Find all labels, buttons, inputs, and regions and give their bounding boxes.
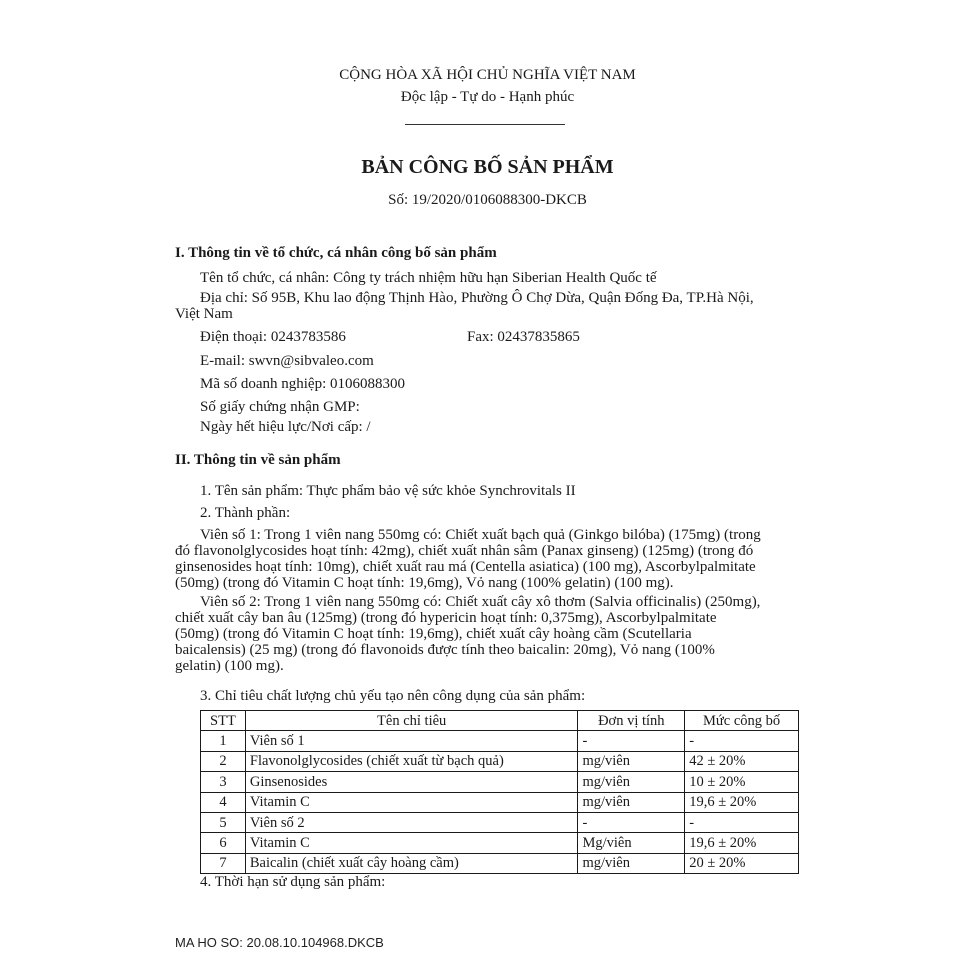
row-number: 3 xyxy=(201,772,246,792)
org-name: Tên tổ chức, cá nhân: Công ty trách nhiệm hữu hạn Siberian Health Quốc tế xyxy=(200,270,657,286)
table-row xyxy=(201,751,799,771)
tablet1-line: ginsenosides hoạt tính: 10mg), chiết xuất rau má (Centella asiatica) (100 mg), Ascorbylpalmitate xyxy=(175,559,756,575)
column-header: Tên chỉ tiêu xyxy=(245,711,578,731)
tablet1-line: (50mg) (trong đó Vitamin C hoạt tính: 19,6mg), Vỏ nang (100% gelatin) (100 mg). xyxy=(175,575,674,591)
business-code: Mã số doanh nghiệp: 0106088300 xyxy=(200,376,405,392)
table-row xyxy=(201,772,799,792)
address-line2: Việt Nam xyxy=(175,306,233,322)
table-row xyxy=(201,792,799,812)
document-title: BẢN CÔNG BỐ SẢN PHẨM xyxy=(361,156,614,178)
quality-table xyxy=(200,710,799,874)
column-header: STT xyxy=(201,711,246,731)
unit: Mg/viên xyxy=(578,833,685,853)
unit: mg/viên xyxy=(578,853,685,873)
column-header: Mức công bố xyxy=(685,711,799,731)
table-row xyxy=(201,812,799,832)
row-number: 2 xyxy=(201,751,246,771)
declared-level: - xyxy=(685,731,799,751)
unit: mg/viên xyxy=(578,751,685,771)
declared-level: 10 ± 20% xyxy=(685,772,799,792)
product-name: 1. Tên sản phẩm: Thực phẩm bảo vệ sức khỏe Synchrovitals II xyxy=(200,483,576,499)
expiry-issuer: Ngày hết hiệu lực/Nơi cấp: / xyxy=(200,419,371,435)
criterion-name: Baicalin (chiết xuất cây hoàng cầm) xyxy=(245,853,578,873)
criterion-name: Vitamin C xyxy=(245,792,578,812)
gmp-certificate: Số giấy chứng nhận GMP: xyxy=(200,399,360,415)
header-divider xyxy=(405,124,565,125)
tablet1-line: Viên số 1: Trong 1 viên nang 550mg có: Chiết xuất bạch quả (Ginkgo bilóba) (175mg) (trong xyxy=(200,527,761,543)
row-number: 6 xyxy=(201,833,246,853)
tablet2-line: (50mg) (trong đó Vitamin C hoạt tính: 19,6mg), chiết xuất cây hoàng cầm (Scutellaria xyxy=(175,626,692,642)
criterion-name: Viên số 2 xyxy=(245,812,578,832)
declared-level: 19,6 ± 20% xyxy=(685,833,799,853)
unit: mg/viên xyxy=(578,772,685,792)
row-number: 5 xyxy=(201,812,246,832)
shelf-life-label: 4. Thời hạn sử dụng sản phẩm: xyxy=(200,874,386,890)
tablet1-line: đó flavonolglycosides hoạt tính: 42mg), chiết xuất nhân sâm (Panax ginseng) (125mg) (trong đó xyxy=(175,543,754,559)
motto: Độc lập - Tự do - Hạnh phúc xyxy=(400,89,575,105)
unit: - xyxy=(578,731,685,751)
column-header: Đơn vị tính xyxy=(578,711,685,731)
declared-level: 19,6 ± 20% xyxy=(685,792,799,812)
declared-level: - xyxy=(685,812,799,832)
registration-code: MA HO SO: 20.08.10.104968.DKCB xyxy=(175,935,384,950)
phone: Điện thoại: 0243783586 xyxy=(200,329,346,345)
declared-level: 20 ± 20% xyxy=(685,853,799,873)
criterion-name: Flavonolglycosides (chiết xuất từ bạch quả) xyxy=(245,751,578,771)
table-row xyxy=(201,833,799,853)
tablet2-line: Viên số 2: Trong 1 viên nang 550mg có: Chiết xuất cây xô thơm (Salvia officinalis) (250mg), xyxy=(200,594,761,610)
country-heading: CỘNG HÒA XÃ HỘI CHỦ NGHĨA VIỆT NAM xyxy=(339,67,636,83)
tablet2-line: baicalensis) (25 mg) (trong đó flavonoids được tính theo baicalin: 20mg), Vỏ nang (100% xyxy=(175,642,715,658)
fax: Fax: 02437835865 xyxy=(467,329,580,345)
declared-level: 42 ± 20% xyxy=(685,751,799,771)
quality-label: 3. Chỉ tiêu chất lượng chủ yếu tạo nên công dụng của sản phẩm: xyxy=(200,688,586,704)
row-number: 1 xyxy=(201,731,246,751)
section1-heading: I. Thông tin về tổ chức, cá nhân công bố sản phẩm xyxy=(175,245,497,261)
unit: - xyxy=(578,812,685,832)
section2-heading: II. Thông tin về sản phẩm xyxy=(175,452,341,468)
table-row xyxy=(201,731,799,751)
ingredients-label: 2. Thành phần: xyxy=(200,505,291,521)
unit: mg/viên xyxy=(578,792,685,812)
table-row xyxy=(201,853,799,873)
criterion-name: Viên số 1 xyxy=(245,731,578,751)
tablet2-line: chiết xuất cây ban âu (125mg) (trong đó hypericin hoạt tính: 0,375mg), Ascorbylpalmitate xyxy=(175,610,717,626)
table-header-row xyxy=(201,711,799,731)
row-number: 4 xyxy=(201,792,246,812)
email: E-mail: swvn@sibvaleo.com xyxy=(200,353,374,369)
row-number: 7 xyxy=(201,853,246,873)
tablet2-line: gelatin) (100 mg). xyxy=(175,658,284,674)
document-number: Số: 19/2020/0106088300-DKCB xyxy=(388,192,587,208)
address-line1: Địa chỉ: Số 95B, Khu lao động Thịnh Hào, Phường Ô Chợ Dừa, Quận Đống Đa, TP.Hà Nội, xyxy=(200,290,754,306)
criterion-name: Ginsenosides xyxy=(245,772,578,792)
criterion-name: Vitamin C xyxy=(245,833,578,853)
